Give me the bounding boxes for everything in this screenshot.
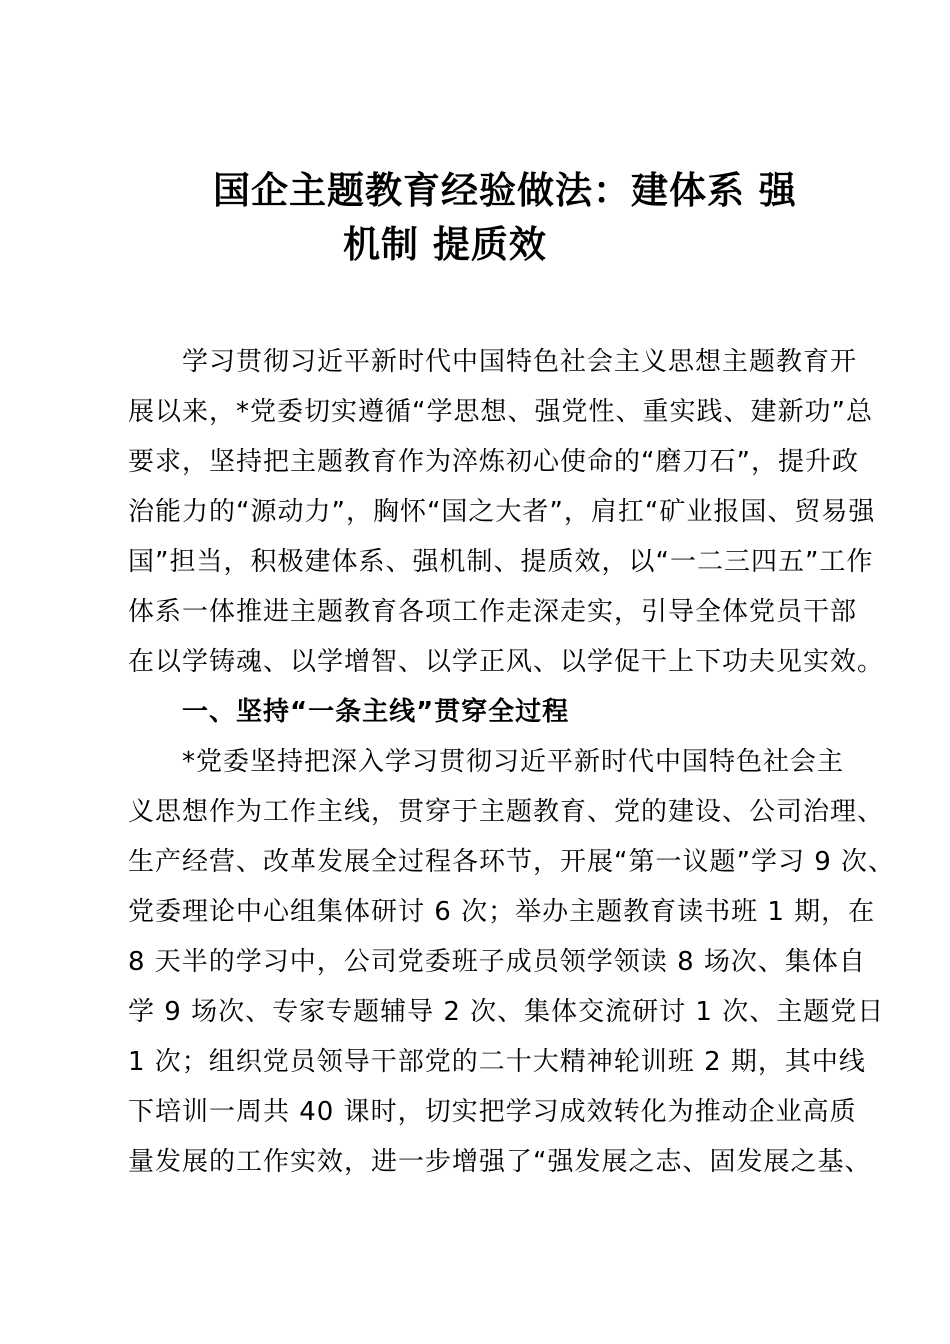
paragraph-line: 党委理论中心组集体研讨 6 次；举办主题教育读书班 1 期，在 <box>128 897 876 927</box>
paragraph-line: 治能力的“源动力”，胸怀“国之大者”，肩扛“矿业报国、贸易强 <box>128 497 876 527</box>
paragraph-line: 国”担当，积极建体系、强机制、提质效，以“一二三四五”工作 <box>128 547 874 577</box>
paragraph-line: 学习贯彻习近平新时代中国特色社会主义思想主题教育开 <box>128 347 858 377</box>
paragraph-line: 要求，坚持把主题教育作为淬炼初心使命的“磨刀石”，提升政 <box>128 447 859 477</box>
paragraph-line: 生产经营、改革发展全过程各环节，开展“第一议题”学习 9 次、 <box>128 847 896 877</box>
paragraph-line: 在以学铸魂、以学增智、以学正风、以学促干上下功夫见实效。 <box>128 647 885 677</box>
section-heading: 一、坚持“一条主线”贯穿全过程 <box>128 697 570 727</box>
paragraph-line: *党委坚持把深入学习贯彻习近平新时代中国特色社会主 <box>128 747 845 777</box>
document-title-line-1: 国企主题教育经验做法：建体系 强 <box>213 169 797 212</box>
paragraph-line: 8 天半的学习中，公司党委班子成员领学领读 8 场次、集体自 <box>128 947 866 977</box>
paragraph-line: 义思想作为工作主线，贯穿于主题教育、党的建设、公司治理、 <box>128 797 885 827</box>
document-title-line-2: 机制 提质效 <box>343 223 547 266</box>
paragraph-line: 下培训一周共 40 课时，切实把学习成效转化为推动企业高质 <box>128 1097 857 1127</box>
paragraph-line: 1 次；组织党员领导干部党的二十大精神轮训班 2 期，其中线 <box>128 1047 866 1077</box>
paragraph-line: 量发展的工作实效，进一步增强了“强发展之志、固发展之基、 <box>128 1147 872 1177</box>
paragraph-line: 体系一体推进主题教育各项工作走深走实，引导全体党员干部 <box>128 597 858 627</box>
paragraph-line: 展以来，*党委切实遵循“学思想、强党性、重实践、建新功”总 <box>128 397 873 427</box>
paragraph-line: 学 9 场次、专家专题辅导 2 次、集体交流研讨 1 次、主题党日 <box>128 997 885 1027</box>
